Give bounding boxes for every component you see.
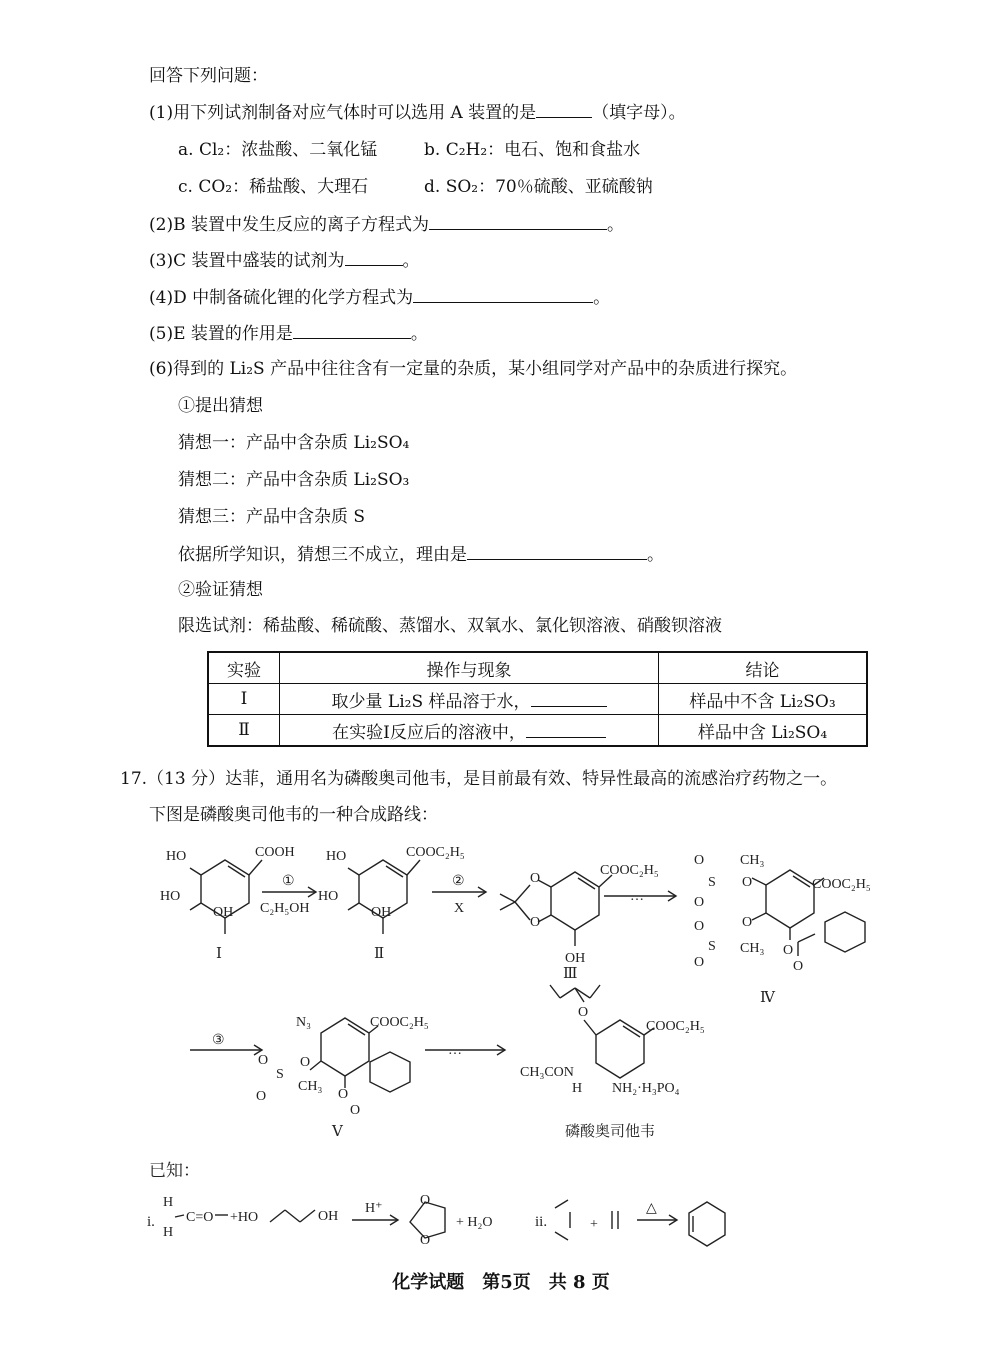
guess-3: 猜想三：产品中含杂质 S [178, 507, 366, 527]
svg-text:CH₃: CH₃ [740, 853, 765, 868]
svg-text:HO: HO [160, 889, 181, 904]
label-III: Ⅲ [563, 966, 578, 982]
step-verify: ②验证猜想 [178, 580, 263, 600]
svg-text:COOC₂H₅: COOC₂H₅ [370, 1015, 429, 1030]
option-a: a. Cl₂：浓盐酸、二氧化锰 [178, 140, 378, 160]
label-II: Ⅱ [374, 946, 385, 962]
synthesis-scheme [0, 830, 1002, 1260]
svg-text:OH: OH [318, 1209, 339, 1224]
svg-text:O: O [694, 955, 705, 970]
svg-text:O: O [793, 959, 804, 974]
svg-text:H: H [572, 1081, 583, 1096]
svg-text:O: O [694, 895, 705, 910]
svg-text:△: △ [646, 1201, 657, 1216]
svg-text:O: O [783, 943, 794, 958]
svg-text:OH: OH [371, 905, 392, 920]
svg-text:O: O [338, 1087, 349, 1102]
question-4: (4)D 中制备硫化锂的化学方程式为 。 [149, 288, 611, 308]
svg-text:X: X [454, 901, 465, 916]
svg-text:O: O [258, 1053, 269, 1068]
product-label: 磷酸奥司他韦 [565, 1124, 656, 1140]
question-2: (2)B 装置中发生反应的离子方程式为 。 [149, 215, 624, 235]
answer-blank-reason[interactable] [467, 543, 647, 560]
question-1: (1)用下列试剂制备对应气体时可以选用 A 装置的是 （填字母）。 [149, 103, 686, 123]
svg-text:+HO: +HO [230, 1210, 259, 1225]
svg-text:COOC₂H₅: COOC₂H₅ [812, 877, 871, 892]
answer-blank-1[interactable] [536, 101, 592, 118]
table-header-row [208, 652, 867, 684]
option-d: d. SO₂：70％硫酸、亚硫酸钠 [424, 177, 653, 197]
svg-text:COOC₂H₅: COOC₂H₅ [646, 1019, 705, 1034]
svg-text:O: O [530, 871, 541, 886]
svg-text:H: H [163, 1195, 174, 1210]
svg-text:+: + [590, 1217, 598, 1232]
svg-text:C₂H₅OH: C₂H₅OH [260, 901, 310, 916]
svg-text:OH: OH [565, 951, 586, 966]
svg-text:CH₃: CH₃ [740, 941, 765, 956]
table-row: Ⅱ 在实验Ⅰ反应后的溶液中， 样品中含 Li₂SO₄ [208, 715, 867, 747]
svg-text:+ H₂O: + H₂O [456, 1215, 493, 1230]
svg-text:O: O [578, 1005, 589, 1020]
svg-text:C=O: C=O [186, 1210, 214, 1225]
svg-text:O: O [742, 915, 753, 930]
svg-text:COOH: COOH [255, 845, 295, 860]
label-IV: Ⅳ [760, 990, 775, 1006]
answer-blank-2[interactable] [429, 213, 607, 230]
answer-blank-4[interactable] [413, 286, 593, 303]
svg-text:O: O [300, 1055, 311, 1070]
guess-2: 猜想二：产品中含杂质 Li₂SO₃ [178, 470, 410, 490]
reagent-list: 限选试剂：稀盐酸、稀硫酸、蒸馏水、双氧水、氯化钡溶液、硝酸钡溶液 [178, 616, 722, 636]
question-3: (3)C 装置中盛装的试剂为 。 [149, 251, 420, 271]
svg-text:S: S [708, 939, 716, 954]
svg-text:O: O [694, 853, 705, 868]
option-b: b. C₂H₂：电石、饱和食盐水 [424, 140, 641, 160]
svg-text:O: O [256, 1089, 267, 1104]
answer-blank-exp2[interactable] [526, 721, 606, 738]
step-2: ② [452, 874, 465, 889]
header-exp: 实验 [208, 652, 280, 684]
experiment-table [207, 651, 868, 747]
svg-text:CH₃: CH₃ [298, 1079, 323, 1094]
question-5: (5)E 装置的作用是 。 [149, 324, 428, 344]
svg-text:i.: i. [147, 1214, 155, 1230]
svg-text:…: … [448, 1043, 462, 1058]
step-3: ③ [212, 1033, 225, 1048]
page-footer: 化学试题 第5页 共 8 页 [392, 1272, 610, 1293]
known-title: 已知： [149, 1161, 200, 1181]
svg-text:CH₃CON: CH₃CON [520, 1065, 574, 1080]
svg-text:O: O [742, 875, 753, 890]
svg-text:O: O [420, 1233, 431, 1248]
q1-text: (1)用下列试剂制备对应气体时可以选用 A 装置的是 [149, 103, 537, 123]
step-1: ① [282, 874, 295, 889]
svg-text:O: O [350, 1103, 361, 1118]
answer-intro: 回答下列问题： [149, 66, 268, 86]
svg-text:NH₂·H₃PO₄: NH₂·H₃PO₄ [612, 1081, 680, 1096]
header-op: 操作与现象 [280, 652, 659, 684]
header-conclusion: 结论 [659, 652, 868, 684]
svg-text:H⁺: H⁺ [365, 1201, 383, 1216]
answer-blank-3[interactable] [345, 249, 403, 266]
svg-text:O: O [420, 1193, 431, 1208]
guess-1: 猜想一：产品中含杂质 Li₂SO₄ [178, 433, 410, 453]
table-row: Ⅰ 取少量 Li₂S 样品溶于水， 样品中不含 Li₂SO₃ [208, 684, 867, 715]
svg-text:S: S [708, 875, 716, 890]
svg-text:HO: HO [318, 889, 339, 904]
label-V: Ⅴ [332, 1124, 343, 1140]
svg-text:HO: HO [326, 849, 347, 864]
svg-text:S: S [276, 1067, 284, 1082]
svg-text:O: O [694, 919, 705, 934]
question-6: (6)得到的 Li₂S 产品中往往含有一定量的杂质，某小组同学对产品中的杂质进行探究。 [149, 359, 798, 379]
svg-text:N₃: N₃ [296, 1015, 311, 1030]
question-17: 17.（13 分）达菲，通用名为磷酸奥司他韦，是目前最有效、特异性最高的流感治疗药物之一。 [120, 769, 838, 789]
I-HO-top: HO [166, 849, 187, 864]
svg-text:ii.: ii. [535, 1214, 548, 1230]
svg-text:COOC₂H₅: COOC₂H₅ [406, 845, 465, 860]
label-I: Ⅰ [216, 946, 222, 962]
svg-text:O: O [530, 915, 541, 930]
svg-text:…: … [630, 889, 644, 904]
question-17-line2: 下图是磷酸奥司他韦的一种合成路线： [149, 805, 438, 825]
option-c: c. CO₂：稀盐酸、大理石 [178, 177, 369, 197]
reason-line: 依据所学知识，猜想三不成立，理由是 。 [178, 545, 664, 565]
svg-text:COOC₂H₅: COOC₂H₅ [600, 863, 659, 878]
answer-blank-exp1[interactable] [531, 690, 607, 707]
svg-text:H: H [163, 1225, 174, 1240]
answer-blank-5[interactable] [293, 322, 411, 339]
svg-text:OH: OH [213, 905, 234, 920]
step-propose: ①提出猜想 [178, 396, 263, 416]
